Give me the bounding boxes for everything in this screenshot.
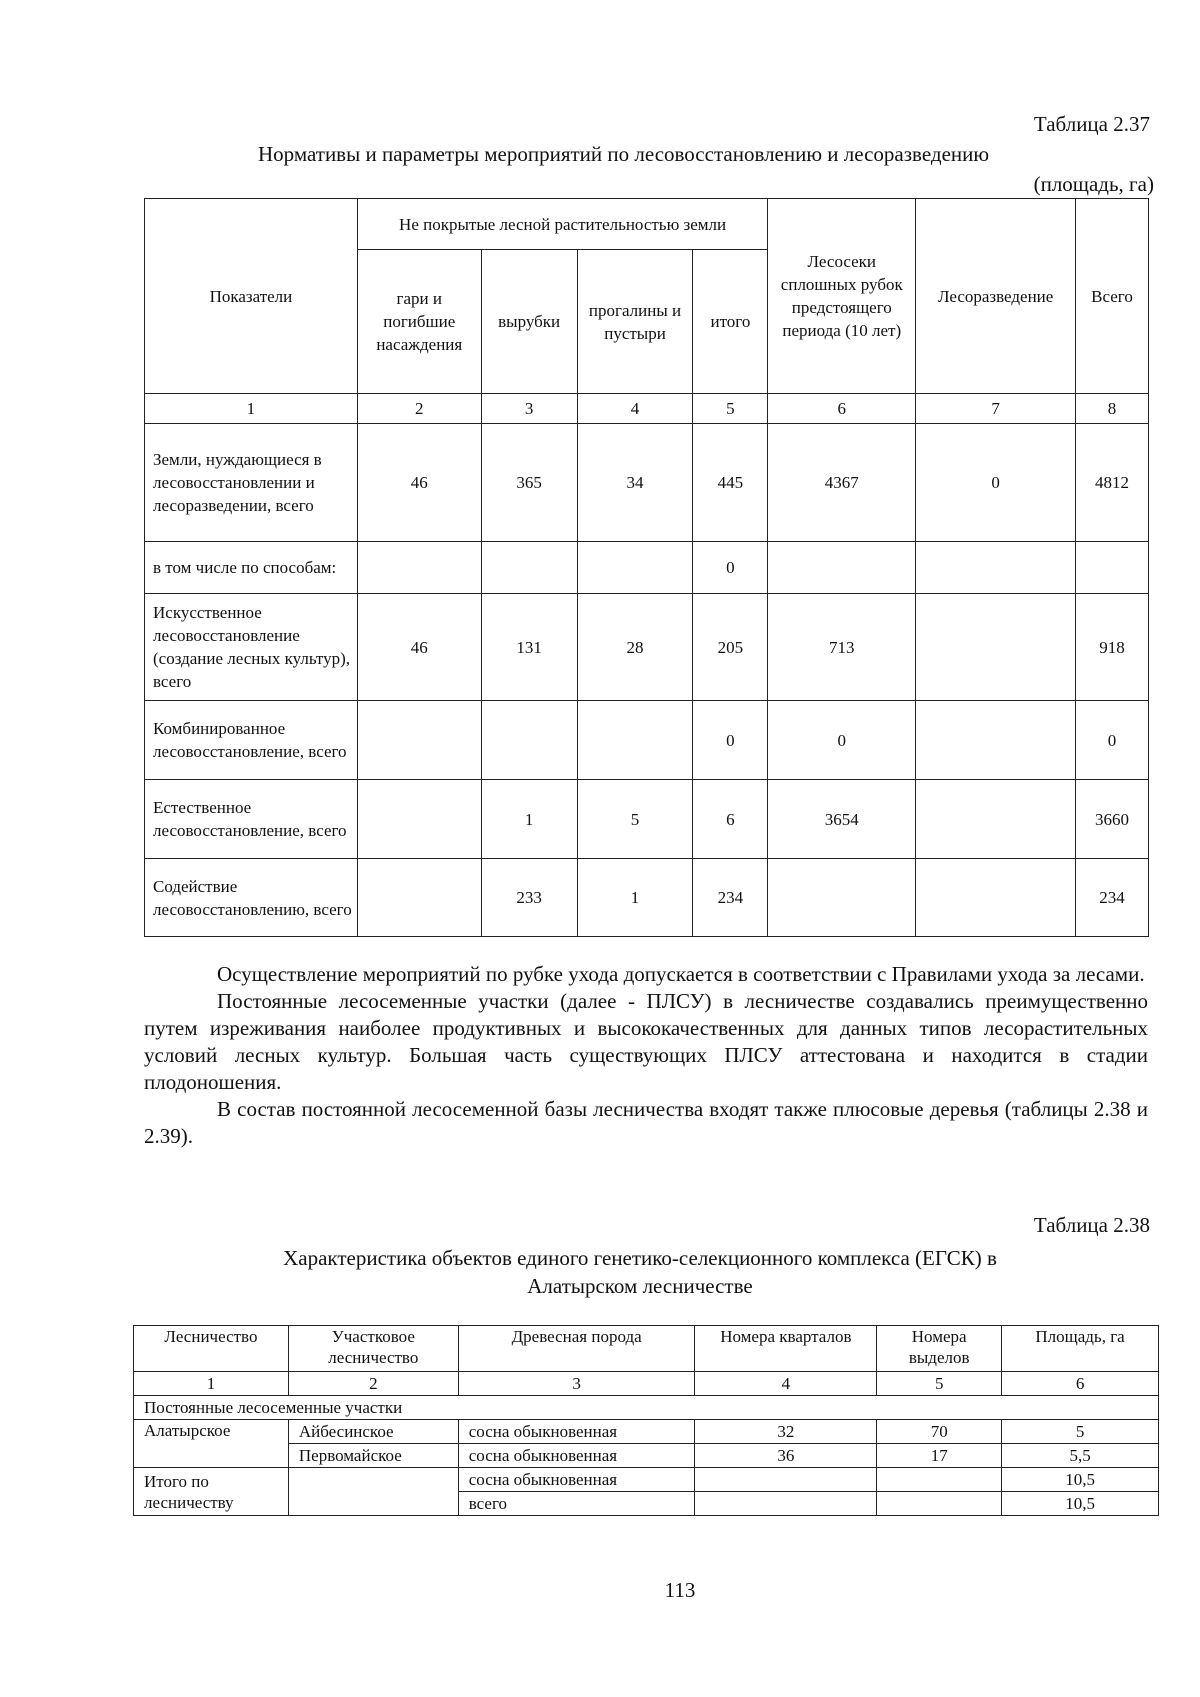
cell (916, 859, 1076, 937)
cell: 234 (693, 859, 768, 937)
header-cuttings: вырубки (481, 250, 577, 394)
cell: 445 (693, 424, 768, 542)
table-2-38-title (0, 1244, 1200, 1300)
cell: 28 (577, 594, 693, 701)
table-2-38 (133, 1325, 1159, 1516)
row-label: Содействие лесовосстановлению, всего (145, 859, 358, 937)
forestry-cell: Алатырское (134, 1420, 289, 1468)
row-label: Искусственное лесовосстановление (создание лесных культур), всего (145, 594, 358, 701)
empty-cell (695, 1468, 877, 1492)
col-number: 5 (877, 1372, 1002, 1396)
col-number: 1 (145, 394, 358, 424)
cell: 1 (481, 780, 577, 859)
row-label: в том числе по способам: (145, 542, 358, 594)
body-text (144, 961, 1148, 1150)
area-cell: 5 (1002, 1420, 1159, 1444)
cell: 918 (1076, 594, 1149, 701)
plot-cell: 70 (877, 1420, 1002, 1444)
col-number: 5 (693, 394, 768, 424)
header-district: Участковое лесничество (288, 1326, 458, 1372)
col-number: 6 (1002, 1372, 1159, 1396)
header-uncovered-lands: Не покрытые лесной растительностью земли (357, 199, 768, 250)
cell (916, 701, 1076, 780)
cell (577, 542, 693, 594)
plot-cell: 17 (877, 1444, 1002, 1468)
section-row: Постоянные лесосеменные участки (134, 1396, 1159, 1420)
table-2-38-number: Таблица 2.38 (1033, 1213, 1150, 1237)
species-cell: всего (458, 1492, 695, 1516)
paragraph: Осуществление мероприятий по рубке ухода допускается в соответствии с Правилами ухода за лесами. (217, 962, 1145, 986)
table-2-37-unit: (площадь, га) (1033, 172, 1154, 196)
cell (357, 859, 481, 937)
empty-cell (877, 1468, 1002, 1492)
table-row (145, 542, 1149, 594)
cell (577, 701, 693, 780)
empty-cell (695, 1492, 877, 1516)
row-label: Естественное лесовосстановление, всего (145, 780, 358, 859)
paragraph: Постоянные лесосеменные участки (далее - ПЛСУ) в лесничестве создавались преимущественно путем изреживания наиболее продуктивных и высококачественных для данных типов лесорастительных условий лесных культур. Большая часть существующих ПЛСУ аттестована и находится в стадии плодоношения. (144, 989, 1148, 1094)
table-row (145, 780, 1149, 859)
col-number: 4 (695, 1372, 877, 1396)
cell (357, 701, 481, 780)
col-number: 4 (577, 394, 693, 424)
cell: 365 (481, 424, 577, 542)
row-label: Земли, нуждающиеся в лесовосстановлении и лесоразведении, всего (145, 424, 358, 542)
cell: 0 (693, 701, 768, 780)
cell: 0 (693, 542, 768, 594)
cell (916, 542, 1076, 594)
header-afforestation: Лесоразведение (916, 199, 1076, 394)
table-row (134, 1420, 1159, 1444)
cell: 713 (768, 594, 916, 701)
col-number: 2 (288, 1372, 458, 1396)
quarter-cell: 36 (695, 1444, 877, 1468)
cell (768, 542, 916, 594)
total-label: Итого по лесничеству (134, 1468, 289, 1516)
page-number: 113 (664, 1578, 696, 1602)
row-label: Комбинированное лесовосстановление, всего (145, 701, 358, 780)
cell: 46 (357, 594, 481, 701)
cell (481, 701, 577, 780)
empty-cell (288, 1468, 458, 1516)
cell (916, 594, 1076, 701)
table-2-37-title: Нормативы и параметры мероприятий по лесовосстановлению и лесоразведению (258, 142, 990, 166)
cell (357, 780, 481, 859)
cell: 34 (577, 424, 693, 542)
col-number: 3 (481, 394, 577, 424)
cell (1076, 542, 1149, 594)
table-row (145, 859, 1149, 937)
paragraph: В состав постоянной лесосеменной базы лесничества входят также плюсовые деревья (таблицы 2.38 и 2.39). (144, 1097, 1148, 1148)
cell: 205 (693, 594, 768, 701)
cell: 3654 (768, 780, 916, 859)
cell (768, 859, 916, 937)
header-subtotal: итого (693, 250, 768, 394)
table-row (145, 701, 1149, 780)
title-line: Алатырском лесничестве (527, 1274, 753, 1298)
table-2-37 (144, 198, 1149, 937)
area-cell: 10,5 (1002, 1468, 1159, 1492)
header-quarters: Номера кварталов (695, 1326, 877, 1372)
header-forestry: Лесничество (134, 1326, 289, 1372)
cell: 131 (481, 594, 577, 701)
area-cell: 5,5 (1002, 1444, 1159, 1468)
table-row (134, 1468, 1159, 1492)
table-row (145, 594, 1149, 701)
col-number: 2 (357, 394, 481, 424)
header-indicators: Показатели (145, 199, 358, 394)
cell: 233 (481, 859, 577, 937)
cell: 3660 (1076, 780, 1149, 859)
cell: 0 (916, 424, 1076, 542)
header-species: Древесная порода (458, 1326, 695, 1372)
district-cell: Айбесинское (288, 1420, 458, 1444)
district-cell: Первомайское (288, 1444, 458, 1468)
header-area: Площадь, га (1002, 1326, 1159, 1372)
cell: 0 (1076, 701, 1149, 780)
header-burned: гари и погибшие насаждения (357, 250, 481, 394)
col-number: 6 (768, 394, 916, 424)
title-line: Характеристика объектов единого генетико-селекционного комплекса (ЕГСК) в (283, 1246, 997, 1270)
col-number: 8 (1076, 394, 1149, 424)
table-row (145, 424, 1149, 542)
empty-cell (877, 1492, 1002, 1516)
table-2-37-number: Таблица 2.37 (1033, 112, 1150, 136)
cell: 4367 (768, 424, 916, 542)
species-cell: сосна обыкновенная (458, 1420, 695, 1444)
species-cell: сосна обыкновенная (458, 1468, 695, 1492)
quarter-cell: 32 (695, 1420, 877, 1444)
cell: 1 (577, 859, 693, 937)
species-cell: сосна обыкновенная (458, 1444, 695, 1468)
area-cell: 10,5 (1002, 1492, 1159, 1516)
col-number: 7 (916, 394, 1076, 424)
cell: 234 (1076, 859, 1149, 937)
cell: 0 (768, 701, 916, 780)
col-number: 1 (134, 1372, 289, 1396)
cell: 6 (693, 780, 768, 859)
header-clearcut-areas: Лесосеки сплошных рубок предстоящего периода (10 лет) (768, 199, 916, 394)
col-number: 3 (458, 1372, 695, 1396)
cell (481, 542, 577, 594)
cell: 4812 (1076, 424, 1149, 542)
cell: 5 (577, 780, 693, 859)
header-glades: прогалины и пустыри (577, 250, 693, 394)
header-plots: Номера выделов (877, 1326, 1002, 1372)
header-total: Всего (1076, 199, 1149, 394)
cell: 46 (357, 424, 481, 542)
cell (916, 780, 1076, 859)
cell (357, 542, 481, 594)
